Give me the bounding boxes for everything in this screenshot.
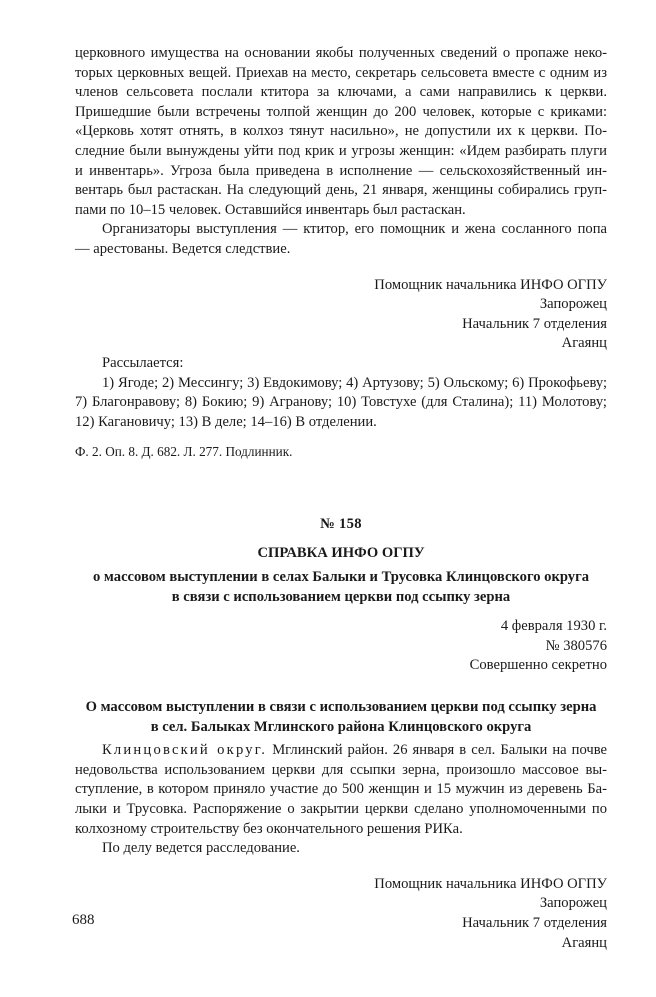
signature-name: Запорожец xyxy=(539,296,607,313)
signature-name: Агаянц xyxy=(561,335,607,352)
signature-name: Запорожец xyxy=(539,895,607,912)
document-subtitle: в связи с использованием церкви под ссыпку зерна xyxy=(171,588,511,605)
text-line: — арестованы. Ведется следствие. xyxy=(75,240,291,257)
text-line: лыки и Трусовка. Распоряжение о закрытии церкви сделано уполномоченными по xyxy=(75,801,607,817)
body-paragraph xyxy=(75,741,607,859)
signature-block-1 xyxy=(75,276,607,354)
text-line: 1) Ягоде; 2) Мессингу; 3) Евдокимову; 4) Артузову; 5) Ольскому; 6) Прокофьеву; xyxy=(102,374,607,391)
document-reg-number: № 380576 xyxy=(545,637,607,654)
distribution-list xyxy=(75,354,607,432)
text-line: ступление, в котором приняло участие до 500 женщин и 15 мужчин из деревень Ба- xyxy=(75,781,607,798)
signature-name: Агаянц xyxy=(561,934,607,951)
body-line-rest: Мглинский район. 26 января в сел. Балыки на почве xyxy=(272,742,607,759)
organizers-paragraph xyxy=(75,220,607,259)
signature-title: Начальник 7 отделения xyxy=(462,914,607,931)
classification-stamp: Совершенно секретно xyxy=(469,657,607,674)
signature-title: Помощник начальника ИНФО ОГПУ xyxy=(374,276,607,293)
text-line: и инвентарь». Угроза была приведена в исполнение — сельскохозяйственный ин- xyxy=(75,162,607,179)
text-line: «Церковь хотят отнять, в колхоз тянут насильно», не допустили их к церкви. По- xyxy=(75,123,607,140)
signature-title: Помощник начальника ИНФО ОГПУ xyxy=(374,875,607,892)
signature-title: Начальник 7 отделения xyxy=(462,315,607,332)
document-title: СПРАВКА ИНФО ОГПУ xyxy=(257,545,425,562)
text-line: членов сельсовета послали ктитора за ключами, а сами направились к церкви. xyxy=(75,84,607,101)
top-paragraph xyxy=(75,44,607,220)
body-lead: Клинцовский округ. xyxy=(102,742,268,759)
document-page xyxy=(75,44,607,953)
archive-reference: Ф. 2. Оп. 8. Д. 682. Л. 277. Подлинник. xyxy=(75,444,293,460)
text-line: колхозному строительству без окончательного решения РИКа. xyxy=(75,820,463,837)
text-line: церковного имущества на основании якобы полученных сведений о пропаже неко- xyxy=(75,45,607,61)
text-line: 7) Благонравову; 8) Бокию; 9) Агранову; 10) Товстухе (для Сталина); 11) Молотову; xyxy=(75,394,607,411)
distribution-label: Рассылается: xyxy=(102,354,184,371)
document-subtitle: о массовом выступлении в селах Балыки и Трусовка Клинцовского округа xyxy=(92,569,589,586)
section-heading: О массовом выступлении в связи с использованием церкви под ссыпку зерна xyxy=(85,699,597,716)
text-line: вентарь был растаскан. На следующий день, 21 января, женщины собирались груп- xyxy=(75,182,607,199)
investigation-line: По делу ведется расследование. xyxy=(102,840,300,857)
document-number: № 158 xyxy=(320,515,362,532)
text-line: торых церковных вещей. Приехав на место, секретарь сельсовета вместе с одним из xyxy=(75,64,607,81)
document-date: 4 февраля 1930 г. xyxy=(500,618,607,635)
text-line: 12) Кагановичу; 13) В деле; 14–16) В отделении. xyxy=(75,413,377,430)
text-line: Организаторы выступления — ктитор, его помощник и жена сосланного попа xyxy=(102,221,607,238)
document-meta xyxy=(75,617,607,676)
section-heading: в сел. Балыках Мглинского района Клинцовского округа xyxy=(150,718,532,735)
text-line xyxy=(75,741,607,761)
text-line: пами по 10–15 человек. Оставшийся инвентарь был растаскан. xyxy=(75,201,466,218)
signature-block-2 xyxy=(75,875,607,953)
text-line: Пришедшие были встречены толпой женщин до 200 человек, которые с криками: xyxy=(75,103,607,120)
text-line: недовольства использованием церкви для ссыпки зерна, произошло массовое вы- xyxy=(75,761,607,778)
text-line: следние были вынуждены уйти под крик и угрозы женщин: «Идем разбирать плуги xyxy=(75,142,607,159)
page-number: 688 xyxy=(72,912,95,928)
